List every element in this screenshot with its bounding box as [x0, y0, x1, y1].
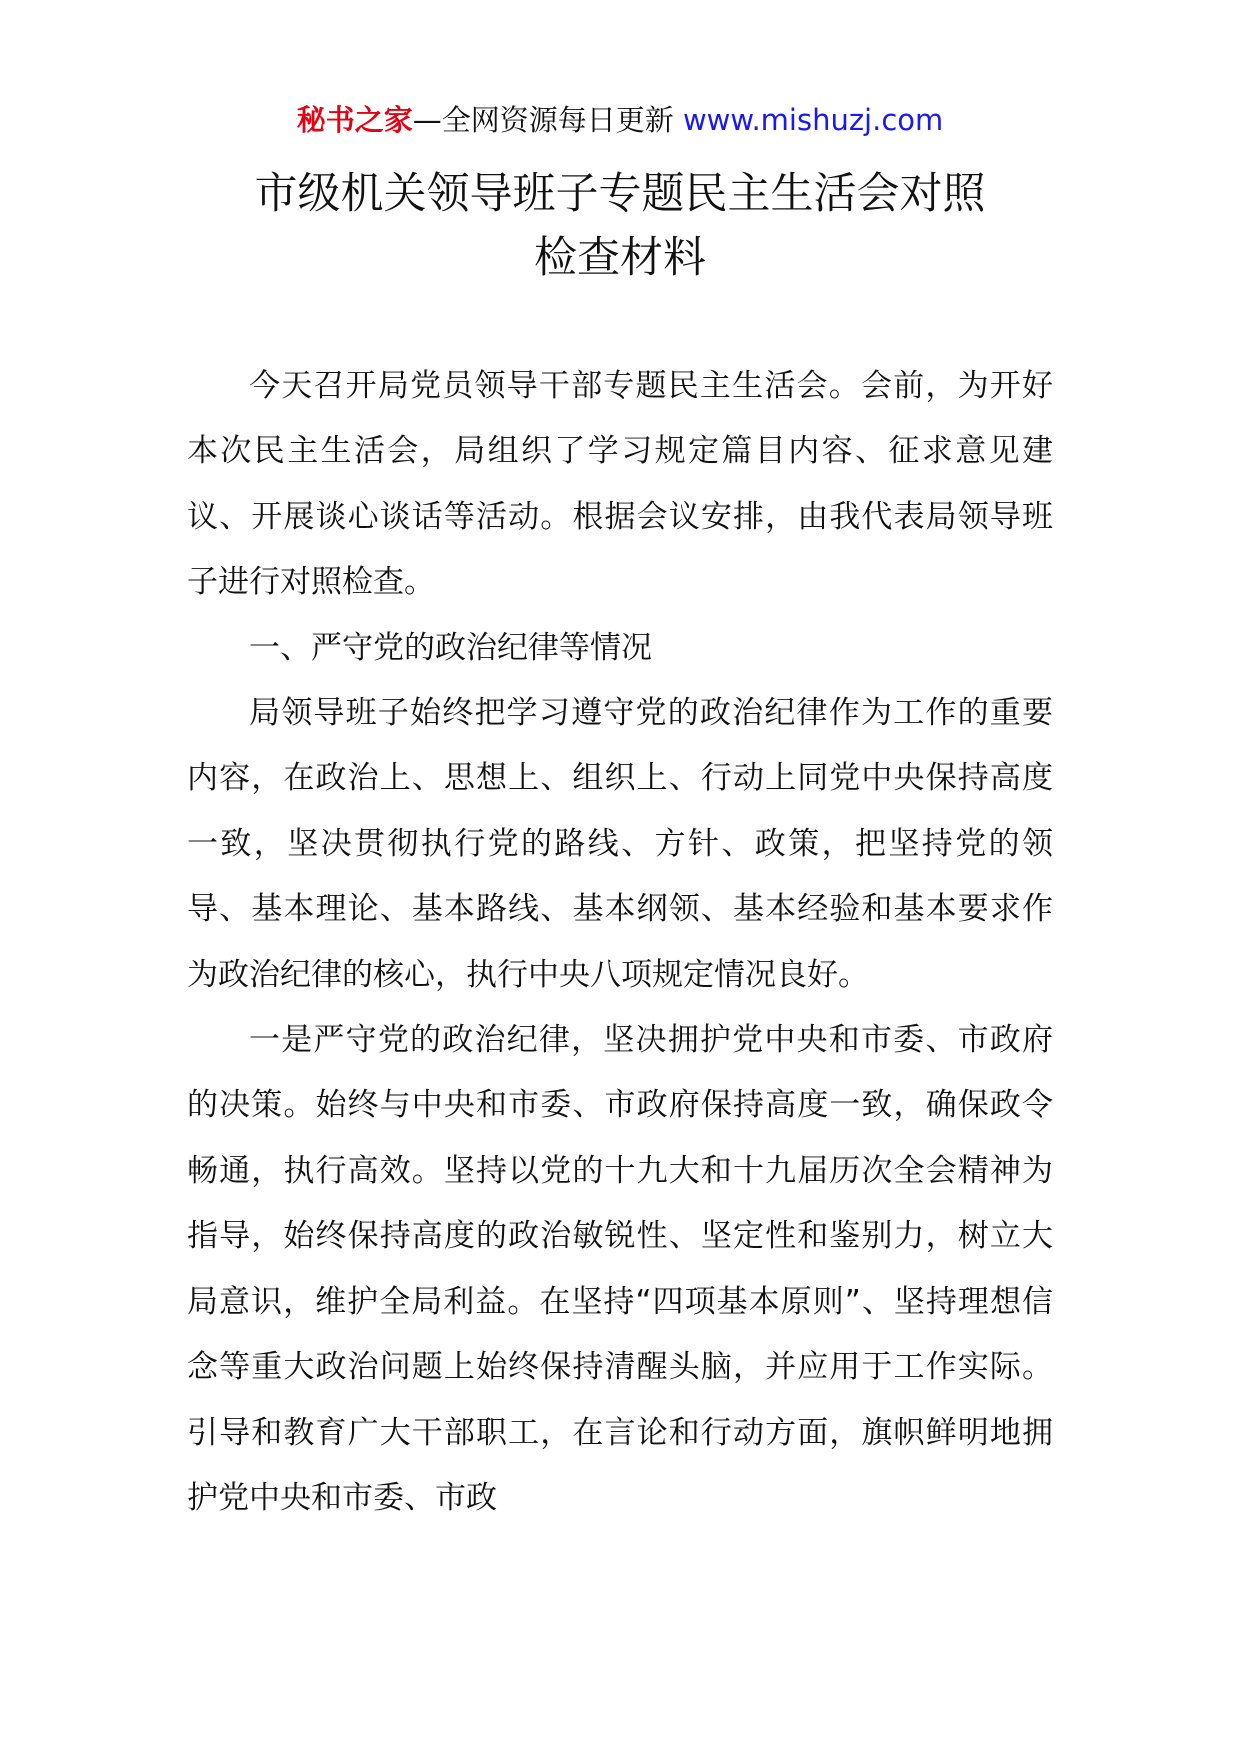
body-paragraph: 局领导班子始终把学习遵守党的政治纪律作为工作的重要内容，在政治上、思想上、组织上、行动上同党中央保持高度一致，坚决贯彻执行党的路线、方针、政策，把坚持党的领导、基本理论、基本路线、基本纲领、基本经验和基本要求作为政治纪律的核心，执行中央八项规定情况良好。 — [187, 695, 1053, 993]
document-title-line-1: 市级机关领导班子专题民主生活会对照 — [254, 169, 986, 219]
document-title — [0, 162, 1240, 290]
document-body — [187, 354, 1053, 1531]
document-title-line-2: 检查材料 — [534, 233, 706, 283]
body-paragraph: 一是严守党的政治纪律，坚决拥护党中央和市委、市政府的决策。始终与中央和市委、市政府保持高度一致，确保政令畅通，执行高效。坚持以党的十九大和十九届历次全会精神为指导，始终保持高度的政治敏锐性、坚定性和鉴别力，树立大局意识，维护全局利益。在坚持“四项基本原则”、坚持理想信念等重大政治问题上始终保持清醒头脑，并应用于工作实际。引导和教育广大干部职工，在言论和行动方面，旗帜鲜明地拥护党中央和市委、市政 — [187, 1022, 1053, 1516]
site-name: 秘书之家 — [296, 103, 413, 137]
site-header — [0, 100, 1240, 140]
site-url-link[interactable]: www.mishuzj.com — [682, 103, 944, 137]
intro-paragraph: 今天召开局党员领导干部专题民主生活会。会前，为开好本次民主生活会，局组织了学习规定篇目内容、征求意见建议、开展谈心谈话等活动。根据会议安排，由我代表局领导班子进行对照检查。 — [187, 368, 1053, 601]
site-tagline: —全网资源每日更新 — [412, 103, 683, 137]
section-heading: 一、严守党的政治纪律等情况 — [249, 629, 652, 666]
